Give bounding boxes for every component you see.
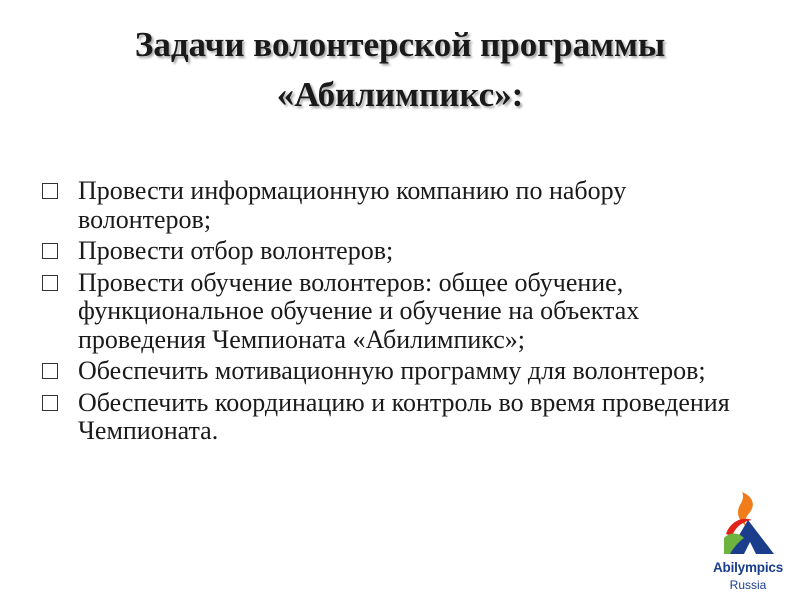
list-item bbox=[40, 269, 740, 355]
checkbox-bullet-icon bbox=[42, 243, 58, 259]
checkbox-bullet-icon bbox=[42, 395, 58, 411]
list-item bbox=[40, 357, 740, 386]
logo-name: Abilympics bbox=[712, 560, 784, 575]
checkbox-bullet-icon bbox=[42, 275, 58, 291]
slide-title bbox=[20, 20, 780, 120]
list-item-text: Обеспечить мотивационную программу для волонтеров; bbox=[78, 356, 706, 385]
logo-country: Russia bbox=[729, 578, 767, 592]
slide-title-line-1: Задачи волонтерской программы bbox=[134, 25, 666, 64]
abilympics-logo bbox=[696, 490, 800, 600]
abilympics-logo-icon bbox=[722, 490, 776, 556]
slide-title-line-2: «Абилимпикс»: bbox=[276, 75, 524, 114]
checkbox-bullet-icon bbox=[42, 363, 58, 379]
list-item-text: Обеспечить координацию и контроль во время проведения Чемпионата. bbox=[78, 387, 730, 445]
list-item bbox=[40, 389, 740, 446]
list-item-text: Провести обучение волонтеров: общее обучение, функциональное обучение и обучение на объектах проведения Чемпионата «Абилимпикс»; bbox=[78, 267, 640, 354]
task-list bbox=[40, 177, 740, 449]
checkbox-bullet-icon bbox=[42, 183, 58, 199]
list-item bbox=[40, 177, 740, 234]
list-item-text: Провести отбор волонтеров; bbox=[78, 236, 394, 265]
list-item bbox=[40, 237, 740, 266]
list-item-text: Провести информационную компанию по набору волонтеров; bbox=[78, 176, 627, 234]
